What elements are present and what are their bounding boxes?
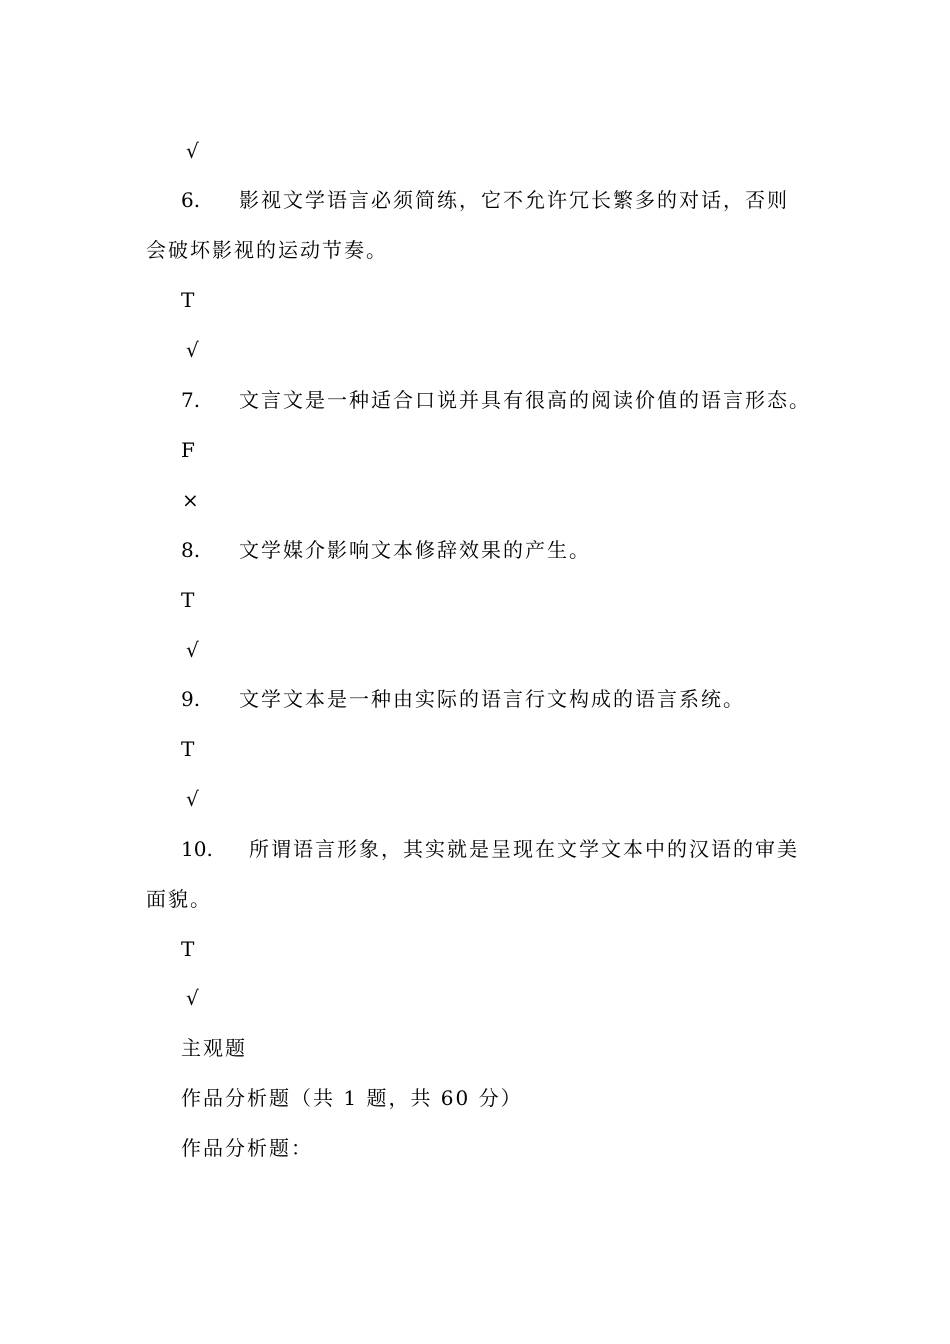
question-8 — [181, 538, 591, 562]
question-text-continued: 面貌。 — [146, 887, 212, 911]
question-text: 文学文本是一种由实际的语言行文构成的语言系统。 — [239, 687, 745, 711]
section-heading-text: 作品分析题： — [181, 1136, 313, 1160]
question-10 — [181, 837, 799, 861]
question-6-continuation — [146, 238, 388, 262]
question-9 — [181, 687, 745, 711]
answer-letter: F — [181, 438, 195, 462]
question-text: 文言文是一种适合口说并具有很高的阅读价值的语言形态。 — [239, 388, 811, 412]
section-title — [181, 1036, 247, 1060]
question-text-continued: 会破坏影视的运动节奏。 — [146, 238, 388, 262]
answer-mark: √ — [186, 787, 199, 811]
question-number: 9. — [181, 687, 201, 711]
answer-mark: √ — [186, 638, 199, 662]
question-10-continuation — [146, 887, 212, 911]
section-subtitle — [181, 1086, 523, 1110]
answer-letter: T — [181, 737, 195, 761]
answer-letter: T — [181, 288, 195, 312]
answer-mark: √ — [186, 139, 199, 163]
question-text: 文学媒介影响文本修辞效果的产生。 — [239, 538, 591, 562]
answer-mark: √ — [186, 986, 199, 1010]
answer-letter: T — [181, 588, 195, 612]
section-title-text: 主观题 — [181, 1036, 247, 1060]
question-number: 10. — [181, 837, 213, 861]
section-subtitle-text: 作品分析题（共 1 题，共 60 分） — [181, 1086, 523, 1110]
section-heading — [181, 1136, 313, 1160]
answer-mark: × — [182, 488, 199, 512]
question-number: 8. — [181, 538, 201, 562]
question-text: 所谓语言形象，其实就是呈现在文学文本中的汉语的审美 — [249, 837, 799, 861]
answer-letter: T — [181, 937, 195, 961]
question-number: 6. — [181, 188, 201, 212]
question-6 — [181, 188, 789, 212]
question-number: 7. — [181, 388, 201, 412]
question-7 — [181, 388, 811, 412]
answer-mark: √ — [186, 338, 199, 362]
question-text: 影视文学语言必须简练，它不允许冗长繁多的对话，否则 — [239, 188, 789, 212]
